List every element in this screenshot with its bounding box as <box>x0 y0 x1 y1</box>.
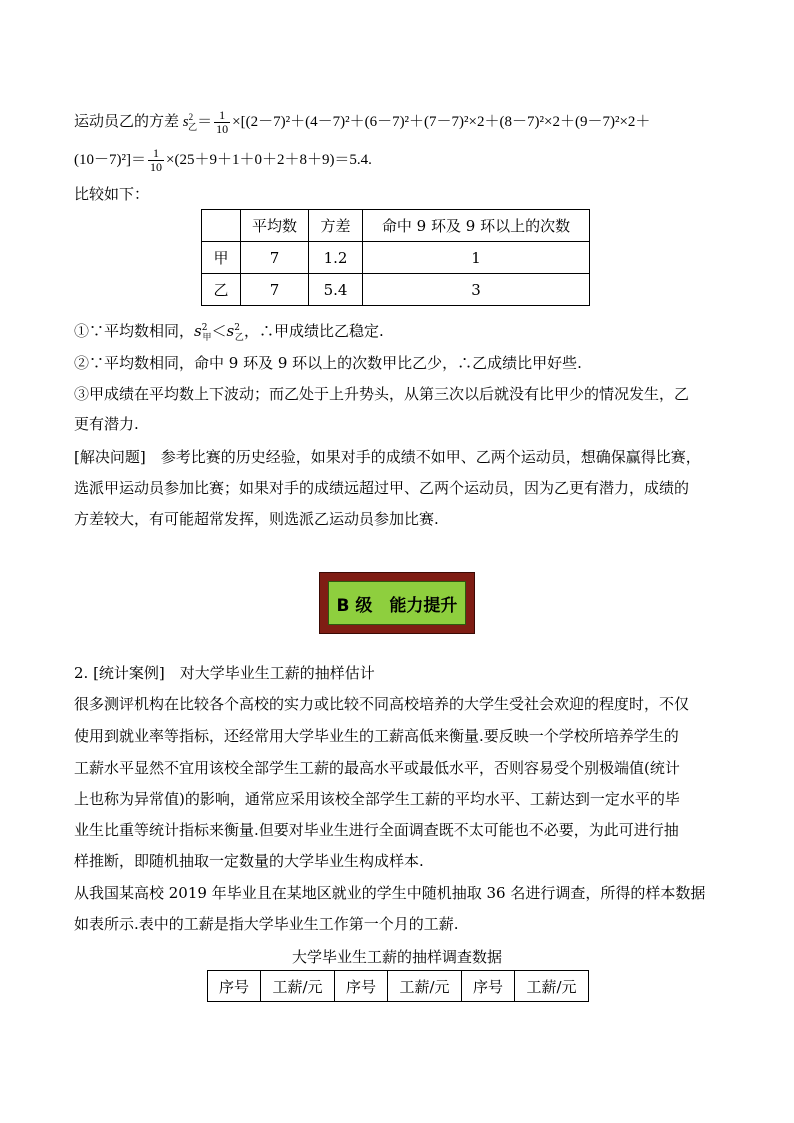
point-1-text-a: ①∵平均数相同， <box>74 322 195 340</box>
point-2: ②∵平均数相同，命中 9 环及 9 环以上的次数甲比乙少，∴乙成绩比甲好些. <box>74 354 582 372</box>
header-cell: 序号 <box>462 971 515 1002</box>
problem-paragraph-line: 很多测评机构在比较各个高校的实力或比较不同高校培养的大学生受社会欢迎的程度时，不仅 <box>74 695 690 713</box>
table-header-row <box>202 210 590 242</box>
s-sub: 乙 <box>234 333 244 343</box>
s-sup: 2 <box>234 323 240 333</box>
table-cell: 1 <box>363 242 590 274</box>
table-header-row <box>208 971 589 1002</box>
table-cell: 乙 <box>202 274 241 306</box>
fraction <box>214 109 230 136</box>
problem-paragraph-line: 业生比重等统计指标来衡量.但要对毕业生进行全面调查既不太可能也不必要，为此可进行抽 <box>74 821 679 839</box>
s-symbol: s <box>182 114 189 130</box>
point-1-text-b: ，∴甲成绩比乙稳定. <box>243 322 384 340</box>
problem-title: 2. [统计案例] 对大学毕业生工薪的抽样估计 <box>74 664 375 682</box>
header-cell: 方差 <box>309 210 363 242</box>
problem-paragraph-line: 工薪水平显然不宜用该校全部学生工薪的最高水平或最低水平，否则容易受个别极端值(统计 <box>74 759 680 777</box>
s-symbol: s <box>194 322 202 340</box>
problem-paragraph-line: 如表所示.表中的工薪是指大学毕业生工作第一个月的工薪. <box>74 915 459 933</box>
header-cell: 工薪/元 <box>388 971 462 1002</box>
table-cell: 5.4 <box>309 274 363 306</box>
solve-line-3: 方差较大，有可能超常发挥，则选派乙运动员参加比赛. <box>74 510 439 528</box>
variance-expression-b: ×(25＋9＋1＋0＋2＋8＋9)＝5.4. <box>165 151 372 168</box>
table-cell: 7 <box>241 242 309 274</box>
s-sup: 2 <box>188 112 194 122</box>
point-3-line-1: ③甲成绩在平均数上下波动；而乙处于上升势头，从第三次以后就没有比甲少的情况发生，乙 <box>74 385 690 403</box>
variance-line-2 <box>74 147 372 174</box>
table-cell: 甲 <box>202 242 241 274</box>
table-cell: 7 <box>241 274 309 306</box>
salary-table <box>207 970 589 1002</box>
solve-line-1: [解决问题] 参考比赛的历史经验，如果对手的成绩不如甲、乙两个运动员，想确保赢得比赛， <box>74 448 701 466</box>
equals: ＝ <box>197 114 213 130</box>
point-3-line-2: 更有潜力. <box>74 415 139 433</box>
table-caption: 大学毕业生工薪的抽样调查数据 <box>291 948 502 966</box>
fraction-numerator: 1 <box>214 109 230 123</box>
table-cell: 1.2 <box>309 242 363 274</box>
fraction-denominator: 10 <box>149 160 162 174</box>
header-cell: 序号 <box>208 971 261 1002</box>
fraction-numerator: 1 <box>148 147 164 161</box>
level-badge-label: B 级 能力提升 <box>328 581 466 625</box>
s-sub: 乙 <box>188 122 198 132</box>
s-sup: 2 <box>201 323 208 333</box>
variance-line-1 <box>74 107 650 137</box>
header-cell: 序号 <box>335 971 388 1002</box>
level-badge <box>319 572 475 634</box>
problem-paragraph-line: 上也称为异常值)的影响，通常应采用该校全部学生工薪的平均水平、工薪达到一定水平的毕 <box>74 790 680 808</box>
header-cell: 工薪/元 <box>261 971 335 1002</box>
problem-paragraph-line: 使用到就业率等指标，还经常用大学毕业生的工薪高低来衡量.要反映一个学校所培养学生的 <box>74 727 679 745</box>
solve-line-2: 选派甲运动员参加比赛；如果对手的成绩远超过甲、乙两个运动员，因为乙更有潜力，成绩的 <box>74 479 690 497</box>
compare-intro: 比较如下： <box>74 185 150 203</box>
header-cell: 平均数 <box>241 210 309 242</box>
table-cell: 3 <box>363 274 590 306</box>
point-1 <box>74 318 384 348</box>
variance-lead: 运动员乙的方差 <box>74 114 183 130</box>
header-cell <box>202 210 241 242</box>
s-sub: 甲 <box>202 333 212 343</box>
table-row <box>202 242 590 274</box>
fraction <box>148 147 164 174</box>
less-than: ＜ <box>211 322 227 340</box>
fraction-denominator: 10 <box>216 122 229 137</box>
table-row <box>202 274 590 306</box>
comparison-table <box>201 209 590 306</box>
s-symbol: s <box>226 322 235 340</box>
variance-expression-a: (10－7)²]＝ <box>74 151 146 168</box>
header-cell: 工薪/元 <box>515 971 589 1002</box>
problem-paragraph-line: 从我国某高校 2019 年毕业且在某地区就业的学生中随机抽取 36 名进行调查，所得的样本数据 <box>74 884 706 902</box>
header-cell: 命中 9 环及 9 环以上的次数 <box>363 210 590 242</box>
problem-paragraph-line: 样推断，即随机抽取一定数量的大学毕业生构成样本. <box>74 852 424 870</box>
variance-expression: ×[(2－7)²＋(4－7)²＋(6－7)²＋(7－7)²×2＋(8－7)²×2＋(9－7)²×2＋ <box>232 114 651 130</box>
